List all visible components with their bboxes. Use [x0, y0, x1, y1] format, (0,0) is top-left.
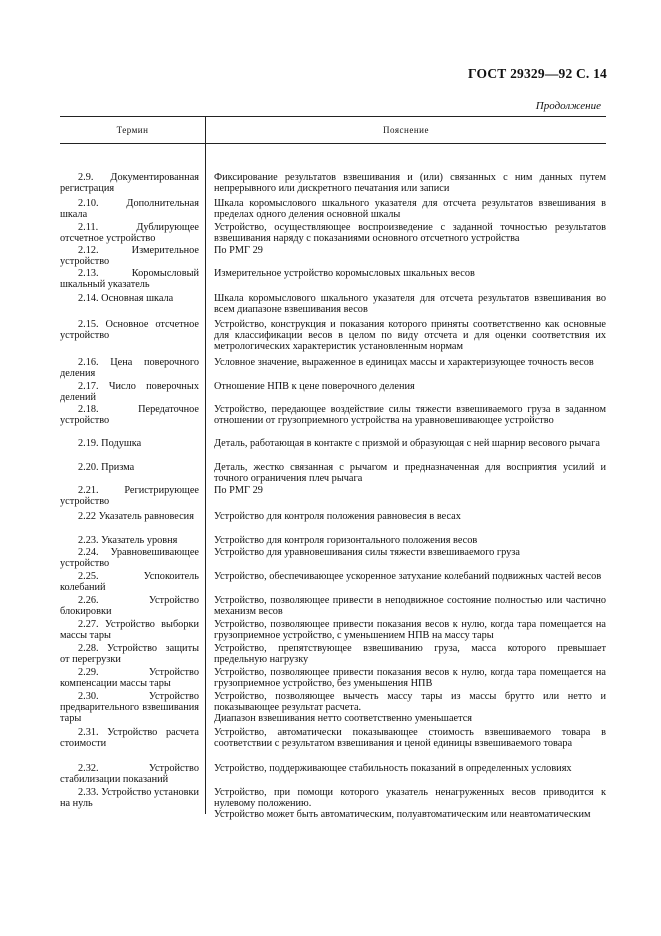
term-cell: 2.29. Устройство компенсации массы тары: [60, 667, 199, 690]
term-cell: 2.28. Устройство защиты от перегрузки: [60, 643, 199, 666]
explanation-cell: Устройство, поддерживающее стабильность показаний в определенных условиях: [214, 763, 572, 774]
term-cell: 2.31. Устройство расчета стоимости: [60, 727, 199, 750]
table-row: [60, 357, 606, 379]
table-row: [60, 462, 606, 484]
table-row: [60, 619, 606, 641]
table-row: [60, 727, 606, 749]
table-row: [60, 667, 606, 689]
explanation-cell: По РМГ 29: [214, 245, 263, 256]
explanation-cell: Деталь, работающая в контакте с призмой и образующая с ней шарнир весового рычага: [214, 438, 600, 449]
term-cell: 2.16. Цена поверочного деления: [60, 357, 199, 380]
table-row: [60, 787, 606, 821]
term-cell: 2.13. Коромысловый шкальный указатель: [60, 268, 199, 291]
continuation-label: Продолжение: [535, 100, 601, 112]
term-cell: 2.18. Передаточное устройство: [60, 404, 199, 427]
table-row: [60, 571, 606, 593]
explanation-cell: Устройство для уравновешивания силы тяжести взвешиваемого груза: [214, 547, 520, 558]
table-row: [60, 438, 606, 449]
explanation-cell: Устройство, позволяющее вычесть массу тары из массы брутто или нетто и показывающее результат расчета. Диапазон взвешивания нетто соответственно уменьшается: [214, 691, 606, 725]
explanation-cell: Измерительное устройство коромысловых шкальных весов: [214, 268, 475, 279]
table-row: [60, 293, 606, 315]
table-row: [60, 198, 606, 220]
term-cell: 2.15. Основное отсчетное устройство: [60, 319, 199, 342]
table-row: [60, 511, 606, 522]
table-row: [60, 535, 606, 546]
explanation-cell: Фиксирование результатов взвешивания и (или) связанных с ним данных путем непрерывного или дискретного печатания или записи: [214, 172, 606, 195]
explanation-cell: Отношение НПВ к цене поверочного деления: [214, 381, 415, 392]
explanation-cell: Устройство, при помощи которого указатель ненагруженных весов приводится к нулевому положению. Устройство может быть автоматическим, полуавтоматическим или неавтоматическим: [214, 787, 606, 821]
table-row: [60, 268, 606, 290]
page-header: ГОСТ 29329—92 С. 14: [468, 66, 607, 81]
table-row: [60, 691, 606, 725]
term-cell: 2.32. Устройство стабилизации показаний: [60, 763, 199, 786]
explanation-cell: Устройство, конструкция и показания которого приняты соответственно как основные для классификации весов в целом по виду отсчета и для оценки соответствия их метрологических характеристик установленным нормам: [214, 319, 606, 353]
term-cell: 2.9. Документированная регистрация: [60, 172, 199, 195]
term-cell: 2.21. Регистрирующее устройство: [60, 485, 199, 508]
term-cell: 2.26. Устройство блокировки: [60, 595, 199, 618]
table-row: [60, 381, 606, 403]
table-row: [60, 222, 606, 244]
explanation-cell: Устройство, осуществляющее воспроизведение с заданной точностью результатов взвешивания наряду с показаниями основного отсчетного устройства: [214, 222, 606, 245]
explanation-cell: Шкала коромыслового шкального указателя для отсчета результатов взвешивания в пределах одного деления основной шкалы: [214, 198, 606, 221]
table-row: [60, 643, 606, 665]
table-row: [60, 172, 606, 194]
explanation-cell: Деталь, жестко связанная с рычагом и предназначенная для восприятия усилий и точного ограничения плеч рычага: [214, 462, 606, 485]
explanation-cell: Устройство для контроля горизонтального положения весов: [214, 535, 478, 546]
table-row: [60, 404, 606, 426]
column-header-explanation: Пояснение: [383, 125, 429, 135]
table-row: [60, 319, 606, 353]
term-cell: 2.12. Измерительное устройство: [60, 245, 199, 268]
explanation-cell: Устройство, препятствующее взвешиванию груза, масса которого превышает предельную нагрузку: [214, 643, 606, 666]
term-cell: 2.24. Уравновешивающее устройство: [60, 547, 199, 570]
term-cell: 2.14. Основная шкала: [78, 293, 174, 304]
term-cell: 2.11. Дублирующее отсчетное устройство: [60, 222, 199, 245]
term-cell: 2.25. Успокоитель колебаний: [60, 571, 199, 594]
term-cell: 2.22 Указатель равновесия: [78, 511, 194, 522]
table-row: [60, 245, 606, 267]
explanation-cell: Устройство, обеспечивающее ускоренное затухание колебаний подвижных частей весов: [214, 571, 602, 582]
table-row: [60, 547, 606, 569]
explanation-cell: Устройство, автоматически показывающее стоимость взвешиваемого товара в соответствии с результатом взвешивания и ценой единицы взвешиваемого товара: [214, 727, 606, 750]
term-cell: 2.27. Устройство выборки массы тары: [60, 619, 199, 642]
explanation-cell: Шкала коромыслового шкального указателя для отсчета результатов взвешивания во всем диапазоне взвешивания весов: [214, 293, 606, 316]
explanation-cell: Устройство, позволяющее привести в неподвижное состояние полностью или частично механизм весов: [214, 595, 606, 618]
term-cell: 2.30. Устройство предварительного взвешивания тары: [60, 691, 199, 725]
term-cell: 2.19. Подушка: [78, 438, 142, 449]
term-cell: 2.23. Указатель уровня: [78, 535, 178, 546]
explanation-cell: Устройство, позволяющее привести показания весов к нулю, когда тара помещается на грузоприемное устройство, с уменьшением НПВ на массу тары: [214, 619, 606, 642]
table-header: [60, 116, 606, 144]
explanation-cell: Устройство для контроля положения равновесия в весах: [214, 511, 461, 522]
term-cell: 2.10. Дополнительная шкала: [60, 198, 199, 221]
table-row: [60, 595, 606, 617]
column-header-term: Термин: [60, 117, 206, 143]
table-row: [60, 763, 606, 785]
explanation-cell: Устройство, передающее воздействие силы тяжести взвешиваемого груза в заданном отношении от грузоприемного устройства на уравновешивающее устройство: [214, 404, 606, 427]
explanation-cell: Устройство, позволяющее привести показания весов к нулю, когда тара помещается на грузоприемное устройство, без уменьшения НПВ: [214, 667, 606, 690]
table-row: [60, 485, 606, 507]
explanation-cell: Условное значение, выраженное в единицах массы и характеризующее точность весов: [214, 357, 594, 368]
terms-table: [60, 116, 606, 821]
term-cell: 2.20. Призма: [78, 462, 135, 473]
term-cell: 2.33. Устройство установки на нуль: [60, 787, 199, 810]
term-cell: 2.17. Число поверочных делений: [60, 381, 199, 404]
explanation-cell: По РМГ 29: [214, 485, 263, 496]
